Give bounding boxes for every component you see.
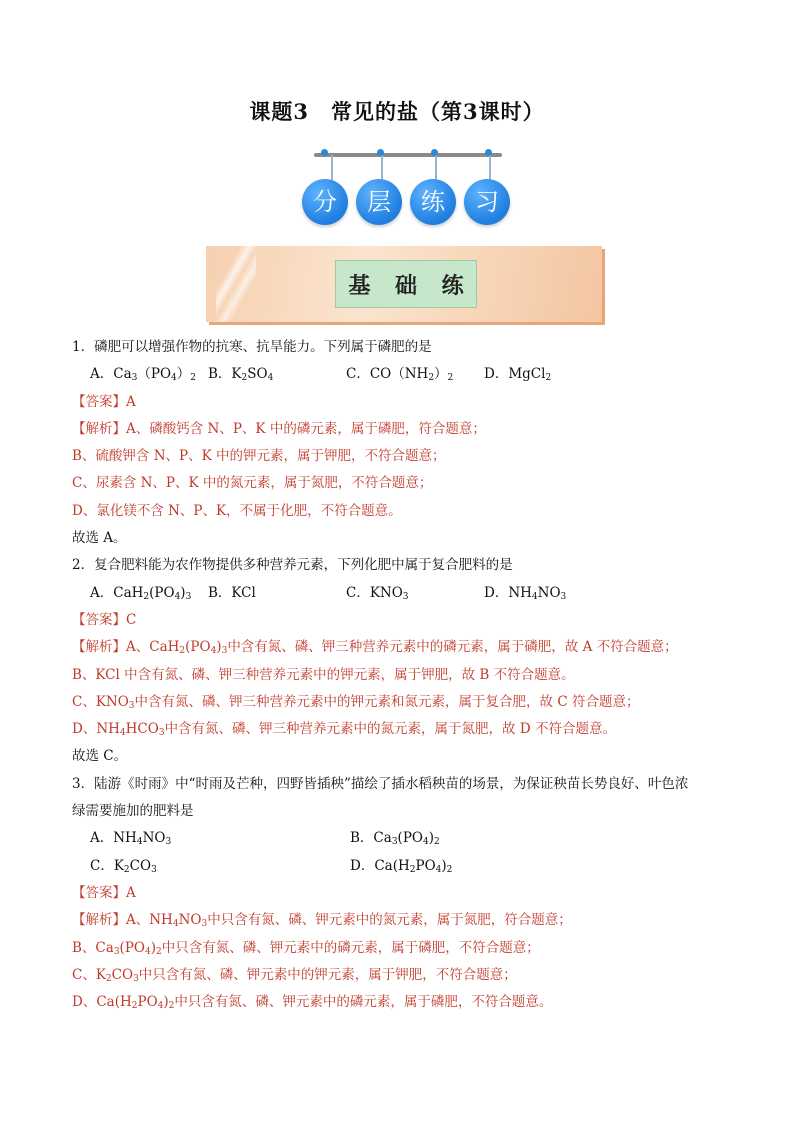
question-2-answer: 【答案】C (72, 611, 137, 628)
question-1-explanation: 【解析】A、磷酸钙含 N、P、K 中的磷元素，属于磷肥，符合题意； (72, 420, 486, 437)
q3-option-d: D．$Ca(H_2PO_4)_2$ (350, 857, 453, 875)
q2-option-b: B．KCl (208, 584, 256, 601)
hanger-char-3: 练 (410, 179, 456, 225)
question-list: 1．磷肥可以增强作物的抗寒、抗旱能力。下列属于磷肥的是 A．$Ca_3(PO_4)_2$ B．$K_2SO_4$ C．$CO(NH_2)_2$ D．MgCl$_2$ 【答案】A 【解析】A、磷酸钙含 N、P、K 中的磷元素，属于磷肥，符合题意； B、硫酸钾含 N、P、K 中的钾元素，属于钾肥，不符合题意； C、尿素含 N、P、K 中的氮元素，属于氮肥，不符合题意； D、氯化镁不含 N、P、K，不属于化肥，不符合题意。 故选 A。 2．复合肥料能为农作物提供多种营养元素，下列化肥中属于复合肥料的是 A．$CaH_2(PO_4)_3$ B．KCl C．$KNO_3$ D．$NH_4NO_3$ 【答案】C 【解析】A、$CaH_2(PO_4)_3$中含有氮、磷、钾三种营养元素中的磷元素，属于磷肥，故 A 不符合题意； B、KCl 中含有氮、磷、钾三种营养元素中的钾元素，属于钾肥，故 B 不符合题意。 C、$KNO_3$中含有氮、磷、钾三种营养元素中的钾元素和氮元素，属于复合肥，故 C 符合题意； D、$NH_4HCO_3$中含有氮、磷、钾三种营养元素中的氮元素，属于氮肥，故 D 不符合题意。 故选 C。 3．陆游《时雨》中“时雨及芒种，四野皆插秧”描绘了插水稻秧苗的场景，为保证秧苗长势良好、叶色浓 绿需要施加的肥料是 A．$NH_4NO_3$ B．$Ca_3(PO_4)_2$ C．$K_2CO_3$ D．$Ca(H_2PO_4)_2$ 【答案】A 【解析】A、$NH_4NO_3$中只含有氮、磷、钾元素中的氮元素，属于氮肥，符合题意； B、$Ca_3(PO_4)_2$中只含有氮、磷、钾元素中的磷元素，属于磷肥，不符合题意； C、$K_2CO_3$中只含有氮、磷、钾元素中的钾元素，属于钾肥，不符合题意； D、$Ca(H_2PO_4)_2$中只含有氮、磷、钾元素中的磷元素，属于磷肥，不符合题意。 (72, 334, 732, 1016)
hanger-char-4: 习 (464, 179, 510, 225)
q2-option-c: C．$KNO_3$ (346, 584, 409, 602)
hanger-char-2: 层 (356, 179, 402, 225)
practice-header-graphic (0, 145, 794, 235)
q1-option-b: B．$K_2SO_4$ (208, 366, 274, 384)
q2-option-a: A．$CaH_2(PO_4)_3$ (90, 584, 192, 602)
page-title: 课题3 常见的盐（第3课时） (249, 99, 545, 124)
q2-option-d: D．$NH_4NO_3$ (484, 584, 567, 602)
question-1-conclusion: 故选 A。 (72, 530, 127, 547)
question-3-options-row-1 (72, 825, 732, 852)
question-2-options (72, 580, 732, 607)
question-3-explanation: 【解析】A、$NH_4NO_3$中只含有氮、磷、钾元素中的氮元素，属于氮肥，符合题意； (72, 912, 572, 930)
q3-option-a: A．$NH_4NO_3$ (90, 830, 172, 848)
q1-option-a: A．$Ca_3(PO_4)_2$ (90, 366, 196, 384)
question-1-stem: 1．磷肥可以增强作物的抗寒、抗旱能力。下列属于磷肥的是 (72, 339, 432, 355)
question-3-stem: 3．陆游《时雨》中“时雨及芒种，四野皆插秧”描绘了插水稻秧苗的场景，为保证秧苗长势良好、叶色浓 (72, 775, 689, 792)
q3-option-c: C．$K_2CO_3$ (90, 857, 157, 875)
hanger-bar (314, 153, 502, 157)
question-2-stem: 2．复合肥料能为农作物提供多种营养元素，下列化肥中属于复合肥料的是 (72, 557, 513, 574)
question-2-explanation: 【解析】A、$CaH_2(PO_4)_3$中含有氮、磷、钾三种营养元素中的磷元素，属于磷肥，故 A 不符合题意； (72, 639, 678, 657)
hanger-char-1: 分 (302, 179, 348, 225)
section-banner (206, 246, 602, 322)
question-3-answer: 【答案】A (72, 884, 136, 901)
question-2-conclusion: 故选 C。 (72, 748, 128, 765)
question-1-options (72, 361, 732, 388)
question-3-options-row-2 (72, 853, 732, 880)
q1-option-d: D．MgCl$_2$ (484, 366, 552, 384)
question-1-answer: 【答案】A (72, 393, 136, 410)
section-banner-label: 基 础 练 (335, 260, 477, 308)
q1-option-c: C．$CO(NH_2)_2$ (346, 366, 454, 384)
q3-option-b: B．$Ca_3(PO_4)_2$ (350, 830, 440, 848)
